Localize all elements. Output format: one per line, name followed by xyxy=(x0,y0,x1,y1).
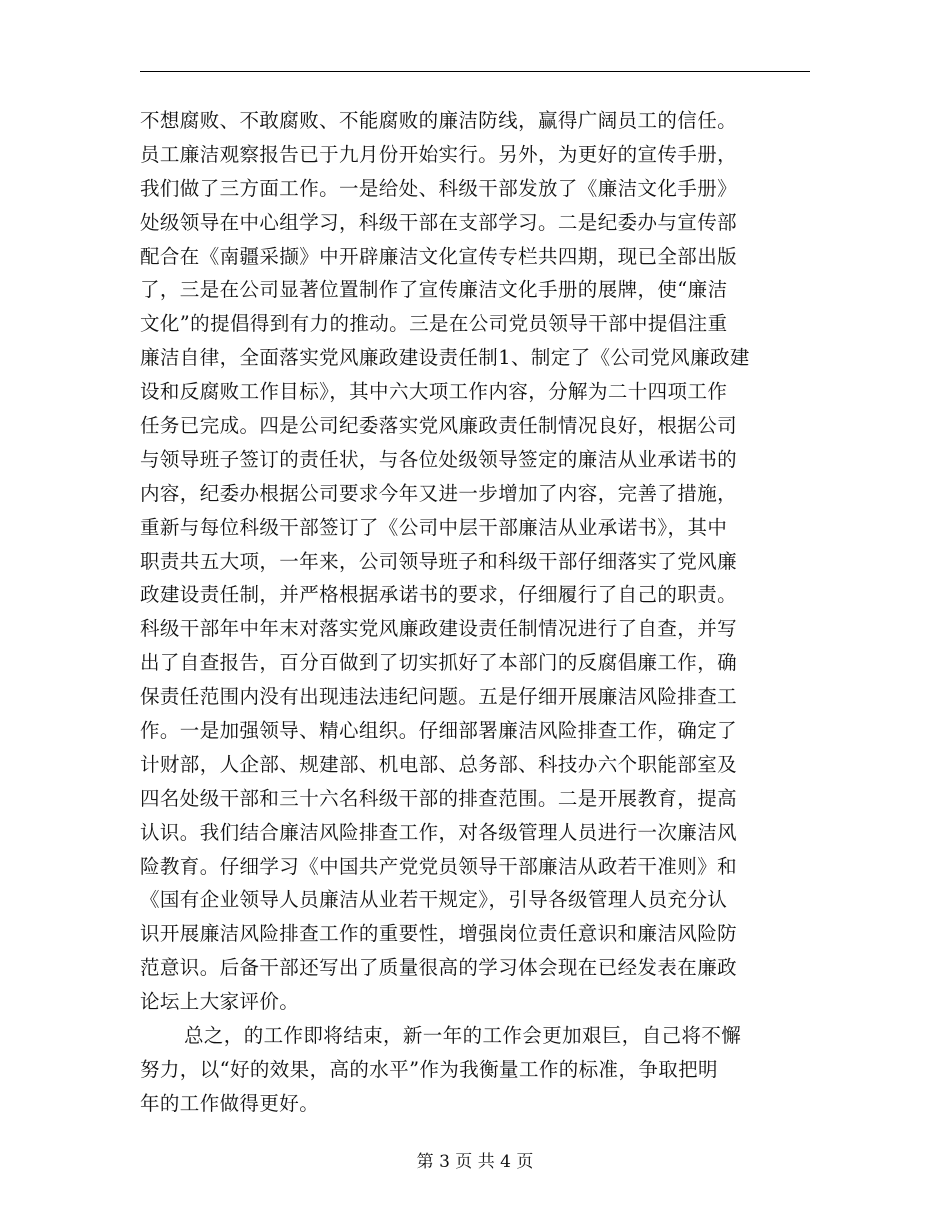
body-line: 认识。我们结合廉洁风险排查工作，对各级管理人员进行一次廉洁风 xyxy=(140,820,738,844)
body-line: 文化”的提倡得到有力的推动。三是在公司党员领导干部中提倡注重 xyxy=(140,312,728,336)
body-line: 论坛上大家评价。 xyxy=(140,990,300,1014)
body-line: 计财部，人企部、规建部、机电部、总务部、科技办六个职能部室及 xyxy=(140,752,738,776)
body-line: 任务已完成。四是公司纪委落实党风廉政责任制情况良好，根据公司 xyxy=(140,414,738,438)
total-pages-number: 4 xyxy=(500,1152,511,1172)
body-line: 努力，以“好的效果，高的水平”作为我衡量工作的标准，争取把明 xyxy=(140,1057,718,1081)
current-page-number: 3 xyxy=(439,1152,450,1172)
body-line: 了，三是在公司显著位置制作了宣传廉洁文化手册的展牌，使“廉洁 xyxy=(140,278,728,302)
body-line: 职责共五大项，一年来，公司领导班子和科级干部仔细落实了党风廉 xyxy=(140,549,738,573)
body-line: 员工廉洁观察报告已于九月份开始实行。另外，为更好的宣传手册， xyxy=(140,142,738,166)
body-line: 《国有企业领导人员廉洁从业若干规定》，引导各级管理人员充分认 xyxy=(140,888,728,912)
body-line: 与领导班子签订的责任状，与各位处级领导签定的廉洁从业承诺书的 xyxy=(140,447,738,471)
body-line: 险教育。仔细学习《中国共产党党员领导干部廉洁从政若干准则》和 xyxy=(140,854,738,878)
body-line: 保责任范围内没有出现违法违纪问题。五是仔细开展廉洁风险排查工 xyxy=(140,685,738,709)
paragraph-first-line: 总之，的工作即将结束，新一年的工作会更加艰巨，自己将不懈 xyxy=(184,1024,742,1048)
body-line: 年的工作做得更好。 xyxy=(140,1091,320,1115)
body-line: 廉洁自律，全面落实党风廉政建设责任制1、制定了《公司党风廉政建 xyxy=(140,346,750,370)
body-line: 科级干部年中年末对落实党风廉政建设责任制情况进行了自查，并写 xyxy=(140,617,738,641)
body-line: 不想腐败、不敢腐败、不能腐败的廉洁防线，赢得广阔员工的信任。 xyxy=(140,109,738,132)
body-line: 作。一是加强领导、精心组织。仔细部署廉洁风险排查工作，确定了 xyxy=(140,719,738,743)
body-line: 四名处级干部和三十六名科级干部的排查范围。二是开展教育，提高 xyxy=(140,786,738,810)
body-line: 内容，纪委办根据公司要求今年又进一步增加了内容，完善了措施， xyxy=(140,481,738,505)
footer-prefix: 第 xyxy=(416,1152,434,1172)
footer-middle: 页 共 xyxy=(455,1152,495,1172)
body-line: 识开展廉洁风险排查工作的重要性，增强岗位责任意识和廉洁风险防 xyxy=(140,922,738,946)
body-line: 范意识。后备干部还写出了质量很高的学习体会现在已经发表在廉政 xyxy=(140,956,738,980)
body-line: 重新与每位科级干部签订了《公司中层干部廉洁从业承诺书》，其中 xyxy=(140,515,728,539)
body-line: 出了自查报告，百分百做到了切实抓好了本部门的反腐倡廉工作，确 xyxy=(140,651,738,675)
body-line: 政建设责任制，并严格根据承诺书的要求，仔细履行了自己的职责。 xyxy=(140,583,738,607)
body-line: 设和反腐败工作目标》，其中六大项工作内容，分解为二十四项工作 xyxy=(140,380,728,404)
body-line: 处级领导在中心组学习，科级干部在支部学习。二是纪委办与宣传部 xyxy=(140,210,738,234)
body-line: 配合在《南疆采撷》中开辟廉洁文化宣传专栏共四期，现已全部出版 xyxy=(140,244,738,268)
header-rule xyxy=(140,71,810,72)
footer-suffix: 页 xyxy=(516,1152,534,1172)
document-body xyxy=(140,104,820,1121)
page-footer xyxy=(0,1151,950,1173)
body-line: 我们做了三方面工作。一是给处、科级干部发放了《廉洁文化手册》 xyxy=(140,176,738,200)
